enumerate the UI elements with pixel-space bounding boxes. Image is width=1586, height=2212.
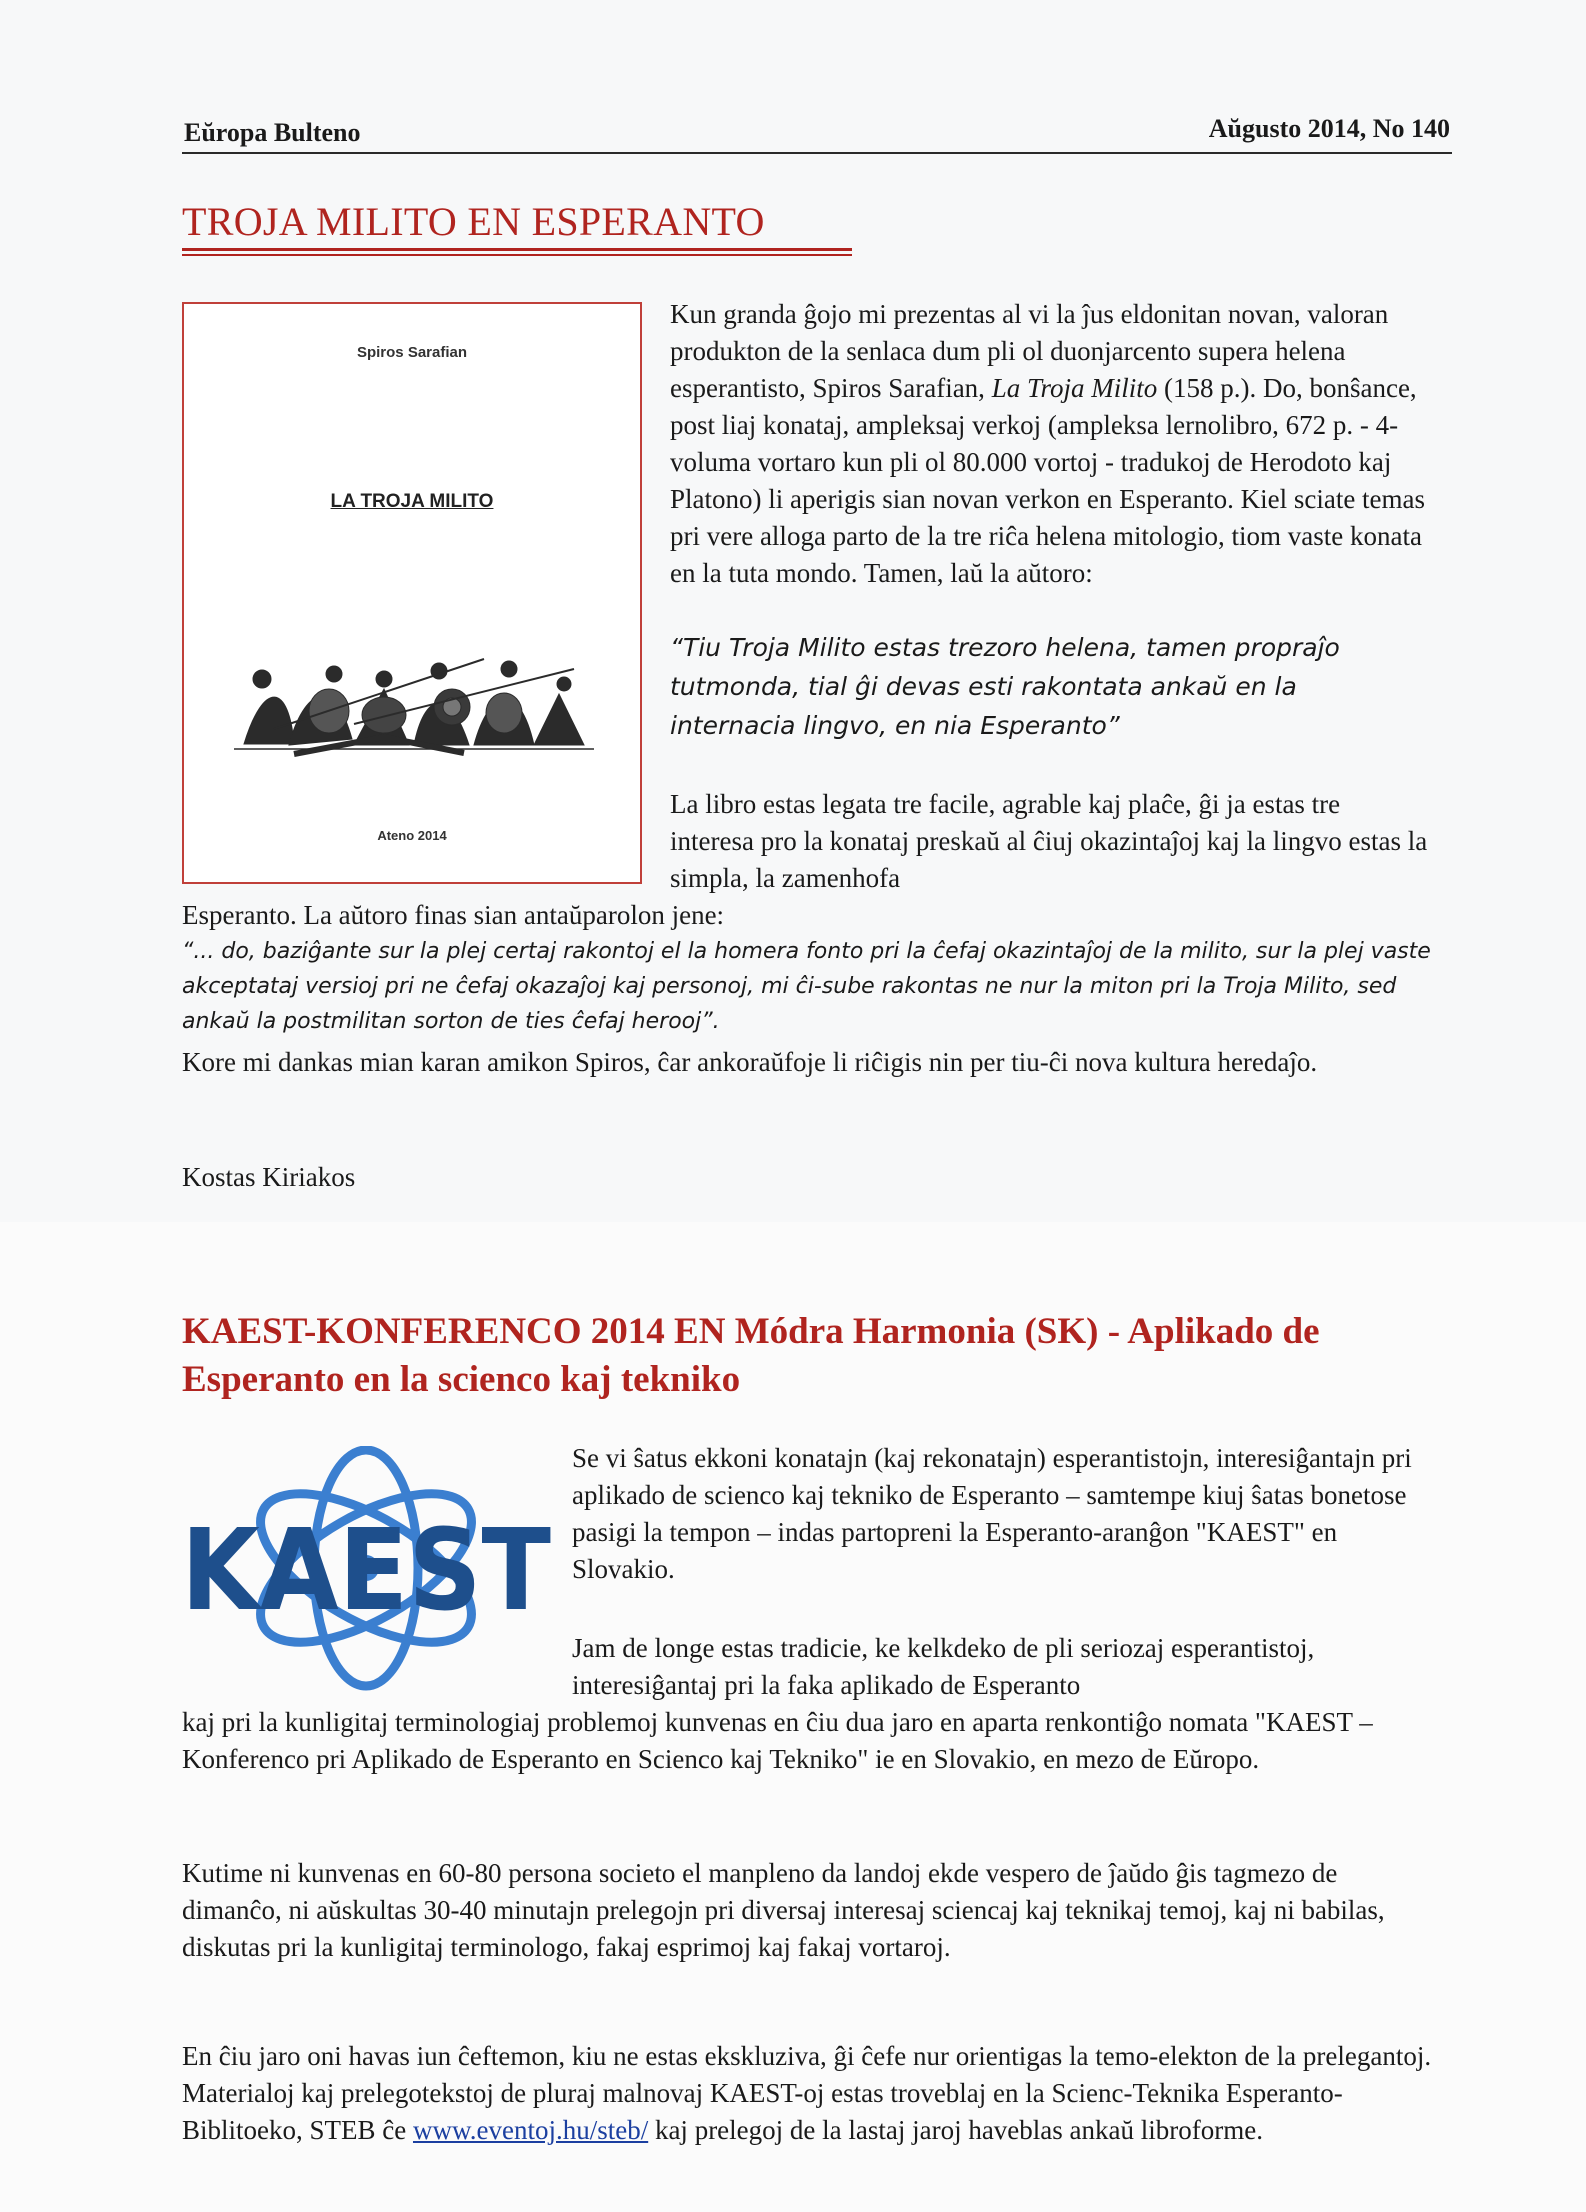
issue-label: Aŭgusto 2014, No 140 (1208, 114, 1450, 143)
article1-title: TROJA MILITO EN ESPERANTO (182, 199, 765, 244)
article1-review-end: Esperanto. La aŭtoro finas sian antaŭparolon jene: (182, 900, 725, 930)
page-header (182, 108, 1452, 154)
cover-title: LA TROJA MILITO (330, 491, 494, 512)
article2-themes: En ĉiu jaro oni havas iun ĉeftemon, kiu ne estas ekskluziva, ĝi ĉefe nur orientigas la temo-elekton de la prelegantoj. Materialoj kaj prelegotekstoj de pluraj malnovaj KAEST-oj estas troveblaj en la Scienc-Teknika Esperanto-Biblitoeko, STEB ĉe www.eventoj.hu/steb/ kaj prelegoj de la lastaj jaroj haveblas ankaŭ libroforme. (182, 2041, 1432, 2145)
article2-intro: Se vi ŝatus ekkoni konatajn (kaj rekonatajn) esperantistojn, interesiĝantajn pri aplikado de scienco kaj tekniko de Esperanto – samtempe kiuj ŝatas bonetose pasigi la tempon – indas partopreni la Esperanto-aranĝon "KAEST" en Slovakio. (572, 1443, 1412, 1584)
article1-intro: Kun granda ĝojo mi prezentas al vi la ĵus eldonitan novan, valoran produkton de la senlaca dum pli ol duonjarcento supera helena esperantisto, Spiros Sarafian, La Troja Milito (158 p.). Do, bonŝance, post liaj konataj, ampleksaj verkoj (ampleksa lernolibro, 672 p. - 4-voluma vortaro kun pli ol 80.000 vortoj - tradukoj de Herodoto kaj Platono) li aperigis sian novan verkon en Esperanto. Kiel sciate temas pri vere alloga parto de la tre riĉa helena mitologio, tiom vaste konata en la tuta mondo. Tamen, laŭ la aŭtoro: (670, 299, 1426, 588)
cover-author: Spiros Sarafian (356, 344, 468, 361)
article2-title: KAEST-KONFERENCO 2014 EN Módra Harmonia (SK) - Aplikado de Esperanto en la scienco kaj tekniko (182, 1311, 1320, 1400)
greek-vase-frieze-illustration (234, 649, 594, 759)
article2-tradition-end: kaj pri la kunligitaj terminologiaj problemoj kunvenas en ĉiu dua jaro en aparta renkontiĝo nomata "KAEST – Konferenco pri Aplikado de Esperanto en Scienco kaj Tekniko" ie en Slovakio, en mezo de Eŭropo. (182, 1707, 1373, 1774)
article1-thanks: Kore mi dankas mian karan amikon Spiros, ĉar ankoraŭfoje li riĉigis nin per tiu-ĉi nova kultura heredaĵo. (182, 1047, 1318, 1077)
article2-tradition-start: Jam de longe estas tradicie, ke kelkdeko de pli seriozaj esperantistoj, interesiĝantaj pri la faka aplikado de Esperanto (572, 1633, 1315, 1700)
book-cover-image (182, 302, 642, 884)
preface-quote: “... do, baziĝante sur la plej certaj rakontoj el la homera fonto pri la ĉefaj okazintaĵoj de la milito, sur la plej vaste akceptataj versioj pri ne ĉefaj okazaĵoj kaj personoj, mi ĉi-sube rakontas ne nur la miton pri la Troja Milito, sed ankaŭ la postmilitan sorton de ties ĉefaj herooj”. (182, 939, 1431, 1034)
author-quote: “Tiu Troja Milito estas trezoro helena, tamen propraĵo tutmonda, tial ĝi devas esti rakontata ankaŭ en la internacia lingvo, en nia Esperanto” (670, 633, 1340, 740)
article2-program: Kutime ni kunvenas en 60-80 persona societo el manpleno da landoj ekde vespero de ĵaŭdo ĝis tagmezo de dimanĉo, ni aŭskultas 30-40 minutajn prelegojn pri diversaj interesaj sciencaj kaj teknikaj temoj, kaj ni babilas, diskutas pri la kunligitaj terminologo, fakaj esprimoj kaj fakaj vortaroj. (182, 1858, 1385, 1962)
book-title-inline: La Troja Milito (991, 373, 1158, 403)
title-rule (182, 248, 852, 251)
kaest-logo-text: KAEST (181, 1506, 551, 1636)
article1-signature: Kostas Kiriakos (182, 1162, 356, 1192)
cover-place-year: Ateno 2014 (377, 828, 447, 843)
steb-link[interactable]: www.eventoj.hu/steb/ (412, 2115, 649, 2145)
kaest-logo (176, 1446, 556, 1696)
article1-review: La libro estas legata tre facile, agrable kaj plaĉe, ĝi ja estas tre interesa pro la konataj preskaŭ al ĉiuj okazintaĵoj kaj la lingvo estas la simpla, la zamenhofa (670, 789, 1428, 893)
publication-name: Eŭropa Bulteno (184, 118, 361, 147)
title-rule (182, 254, 852, 256)
